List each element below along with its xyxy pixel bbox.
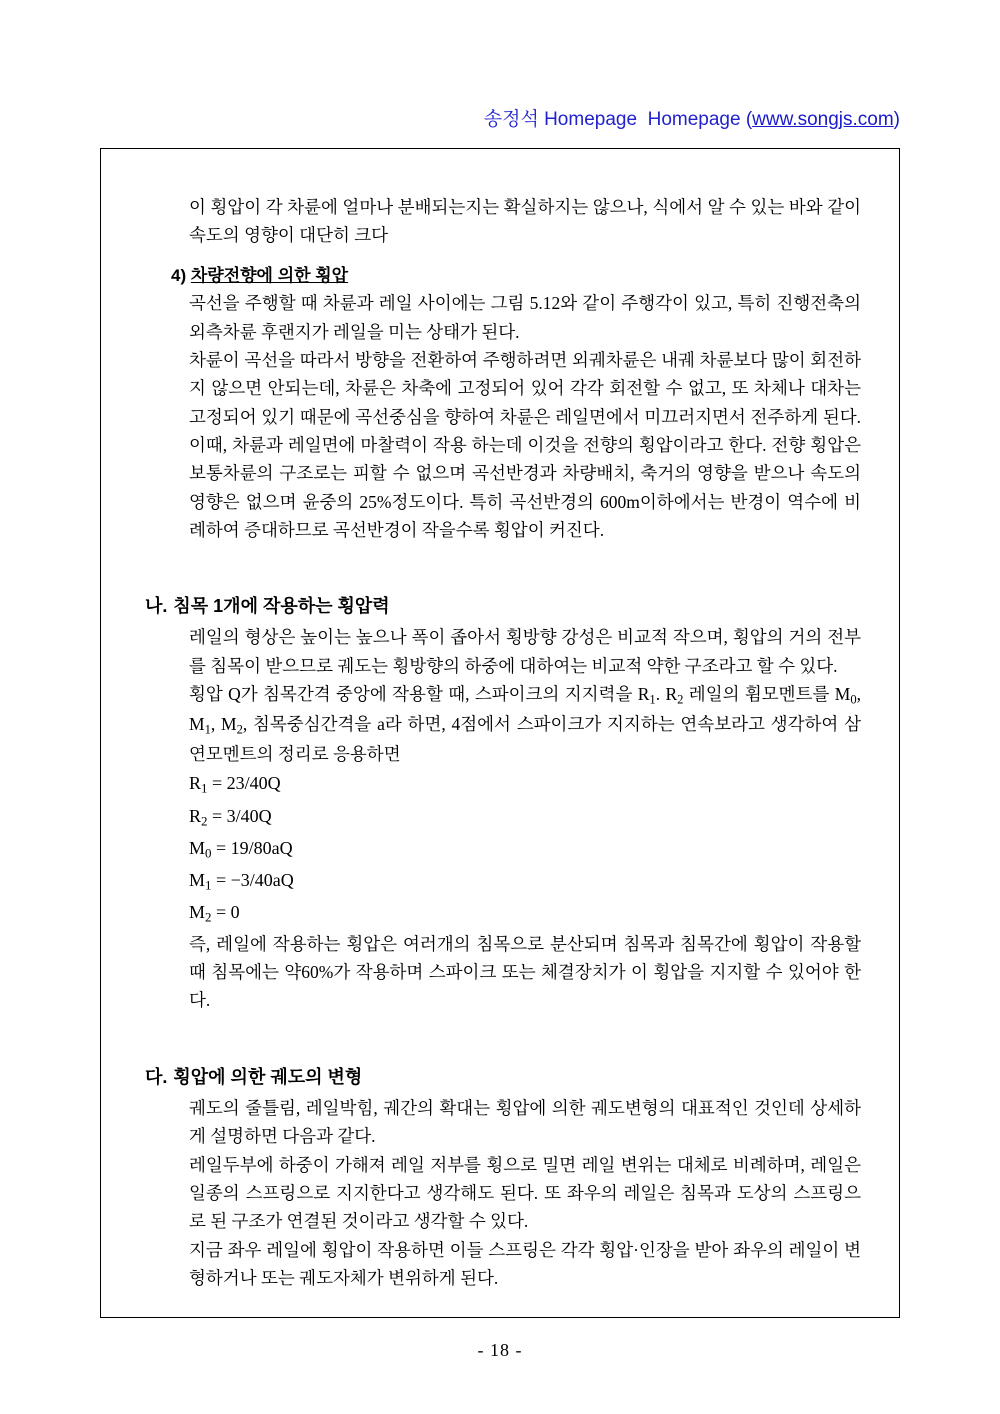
formula-item: $M_2 = 0$ bbox=[189, 902, 240, 926]
spacer-2 bbox=[143, 1015, 861, 1037]
section-4-body bbox=[189, 289, 861, 544]
content-frame bbox=[100, 148, 900, 1318]
section-4-title: 차량전향에 의한 횡압 bbox=[190, 265, 349, 285]
section-4-paragraph-2: 차륜이 곡선을 따라서 방향을 전환하여 주행하려면 외궤차륜은 내궤 차륜보다 많이 회전하지 않으면 안되는데, 차륜은 차축에 고정되어 있어 각각 회전할 수 없고, 또 차체나 대차는 고정되어 있기 때문에 곡선중심을 향하여 차륜은 레일면에서 미끄러지면서 전주하게 된다. 이때, 차륜과 레일면에 마찰력이 작용 하는데 이것을 전향의 횡압이라고 한다. 전향 횡압은 보통차륜의 구조로는 피할 수 없으며 곡선반경과 차량배치, 축거의 영향을 받으나 속도의 영향은 없으며 윤중의 25%정도이다. 특히 곡선반경의 600m이하에서는 반경이 역수에 비례하여 증대하므로 곡선반경이 작을수록 횡압이 커진다. bbox=[189, 349, 861, 540]
spacer-1 bbox=[143, 544, 861, 566]
section-da-body bbox=[189, 1094, 861, 1292]
section-da-paragraph-3: 지금 좌우 레일에 횡압이 작용하면 이들 스프링은 각각 횡압·인장을 받아 좌우의 레일이 변형하거나 또는 궤도자체가 변위하게 된다. bbox=[189, 1239, 861, 1288]
header-open-paren: ( bbox=[745, 109, 753, 130]
page-footer bbox=[0, 1340, 1000, 1361]
intro-paragraph-block bbox=[189, 193, 861, 250]
formula-item: $M_1 = -3/40aQ$ bbox=[189, 870, 294, 893]
header-url-link[interactable]: www.songjs.com bbox=[752, 109, 894, 130]
section-4-heading bbox=[171, 262, 861, 290]
section-na-mark: 나. bbox=[145, 596, 168, 617]
section-na-heading bbox=[145, 592, 861, 621]
section-na-body-2 bbox=[189, 930, 861, 1015]
formula-item: $R_1 = 23/40Q$ bbox=[189, 773, 281, 796]
document-body bbox=[143, 193, 861, 1292]
section-4-paragraph-1: 곡선을 주행할 때 차륜과 레일 사이에는 그림 5.12와 같이 주행각이 있고, 특히 진행전축의 외측차륜 후랜지가 레일을 미는 상태가 된다. bbox=[189, 293, 861, 342]
section-da-paragraph-1: 궤도의 줄틀림, 레일박힘, 궤간의 확대는 횡압에 의한 궤도변형의 대표적인 것인데 상세하게 설명하면 다음과 같다. bbox=[189, 1097, 861, 1147]
section-na-body bbox=[189, 623, 861, 768]
section-na-paragraph-3: 즉, 레일에 작용하는 횡압은 여러개의 침목으로 분산되며 침목과 침목간에 횡압이 작용할 때 침목에는 약60%가 작용하며 스파이크 또는 체결장치가 이 횡압을 지지할 수 있어야 한다. bbox=[189, 933, 861, 1011]
section-4-number: 4) bbox=[171, 265, 187, 285]
section-na-paragraph-1: 레일의 형상은 높이는 높으나 폭이 좁아서 횡방향 강성은 비교적 작으며, 횡압의 거의 전부를 침목이 받으므로 궤도는 횡방향의 하중에 대하여는 비교적 약한 구조라고 할 수 있다. bbox=[189, 627, 861, 676]
header-site-name: 송정석 Homepage bbox=[483, 109, 638, 130]
page-number: - 18 - bbox=[477, 1340, 523, 1360]
section-na-title: 침목 1개에 작용하는 횡압력 bbox=[173, 596, 390, 617]
formula-item: $M_0 = 19/80aQ$ bbox=[189, 837, 293, 861]
section-da-mark: 다. bbox=[145, 1066, 168, 1087]
section-da-title: 횡압에 의한 궤도의 변형 bbox=[173, 1066, 363, 1087]
intro-paragraph: 이 횡압이 각 차륜에 얼마나 분배되는지는 확실하지는 않으나, 식에서 알 수 있는 바와 같이 속도의 영향이 대단히 크다 bbox=[189, 197, 861, 246]
section-na-paragraph-2: 횡압 Q가 침목간격 중앙에 작용할 때, 스파이크의 지지력을 $R_1$. $R_2$ 레일의 휨모멘트를 $M_0$, $M_1$, $M_2$, 침목중심간격을 a라 하면, 4점에서 스파이크가 지지하는 연속보라고 생각하여 삼연모멘트의 정리로 응용하면 bbox=[189, 684, 861, 764]
section-da-heading bbox=[145, 1063, 861, 1092]
formula-item: $R_2 = 3/40Q$ bbox=[189, 805, 272, 829]
header-close-paren: ) bbox=[893, 109, 900, 130]
formula-list bbox=[143, 768, 861, 929]
section-da-paragraph-2: 레일두부에 하중이 가해져 레일 저부를 횡으로 밀면 레일 변위는 대체로 비례하며, 레일은 일종의 스프링으로 지지한다고 생각해도 된다. 또 좌우의 레일은 침목과 도상의 스프링으로 된 구조가 연결된 것이라고 생각할 수 있다. bbox=[189, 1154, 861, 1232]
header-homepage-label: Homepage bbox=[642, 109, 746, 130]
page-header bbox=[484, 104, 900, 131]
